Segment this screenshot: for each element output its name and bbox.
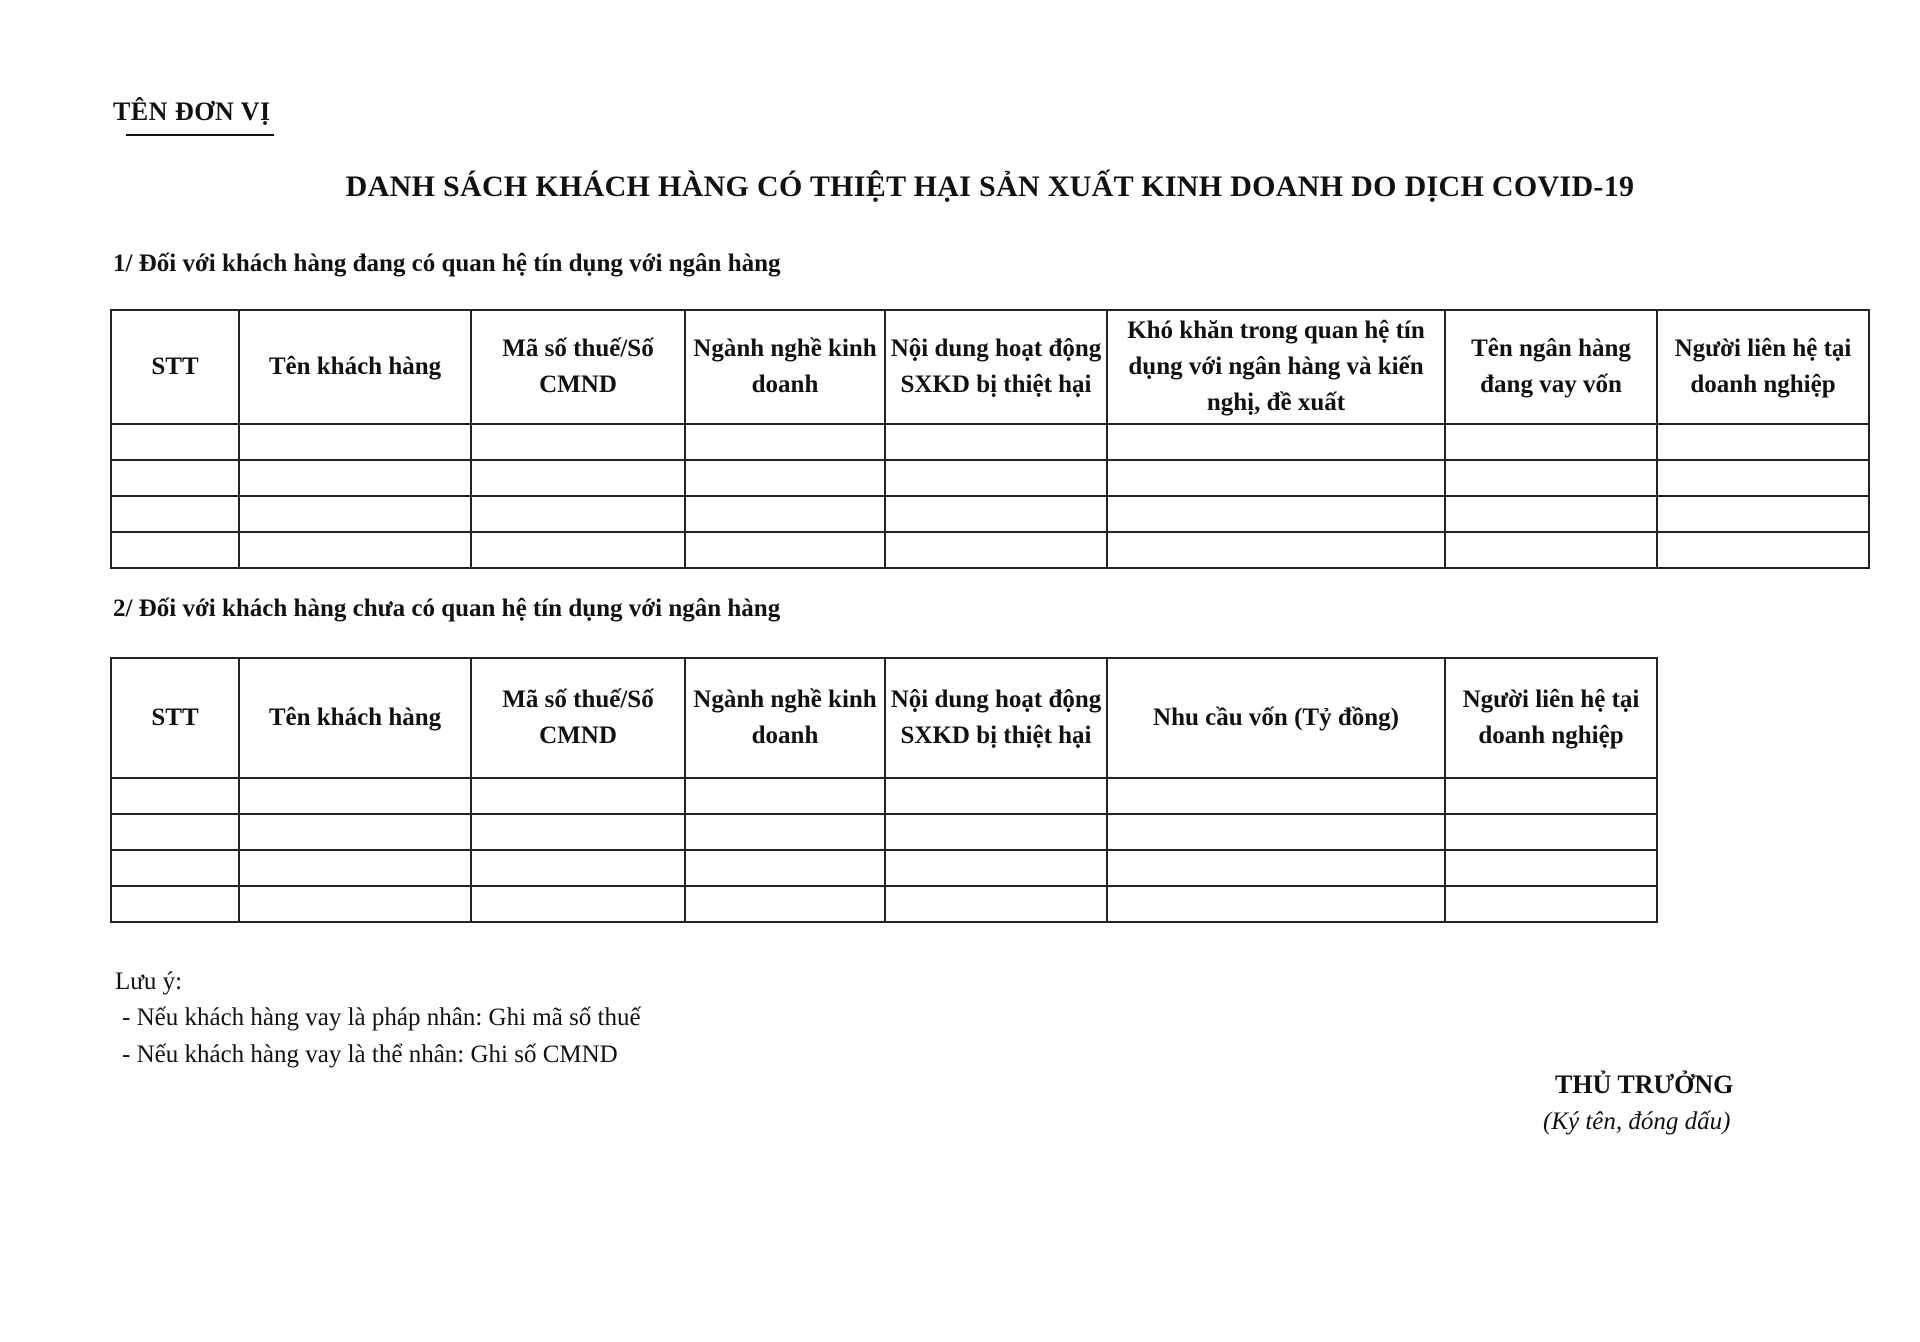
- section-1-table: [110, 309, 1870, 569]
- table-cell[interactable]: [685, 532, 885, 568]
- table-cell[interactable]: [239, 850, 471, 886]
- table-cell[interactable]: [1107, 814, 1445, 850]
- table-cell[interactable]: [1445, 496, 1657, 532]
- section-1-heading: 1/ Đối với khách hàng đang có quan hệ tín dụng với ngân hàng: [113, 250, 781, 277]
- col-difficulties: Khó khăn trong quan hệ tín dụng với ngân hàng và kiến nghị, đề xuất: [1107, 310, 1445, 424]
- table-cell[interactable]: [471, 460, 685, 496]
- table-row: [111, 850, 1657, 886]
- table-cell[interactable]: [239, 460, 471, 496]
- table-cell[interactable]: [239, 886, 471, 922]
- col-business-sector: Ngành nghề kinh doanh: [685, 310, 885, 424]
- table-cell[interactable]: [885, 850, 1107, 886]
- table-cell[interactable]: [471, 886, 685, 922]
- table-cell[interactable]: [685, 886, 885, 922]
- table-cell[interactable]: [471, 814, 685, 850]
- section-2-table: [110, 657, 1658, 923]
- table-cell[interactable]: [685, 850, 885, 886]
- table-cell[interactable]: [1445, 424, 1657, 460]
- note-item: - Nếu khách hàng vay là pháp nhân: Ghi mã số thuế: [122, 1004, 641, 1031]
- table-cell[interactable]: [1107, 496, 1445, 532]
- document-title: DANH SÁCH KHÁCH HÀNG CÓ THIỆT HẠI SẢN XUẤT KINH DOANH DO DỊCH COVID-19: [345, 170, 1635, 203]
- table-cell[interactable]: [685, 460, 885, 496]
- table-cell[interactable]: [471, 424, 685, 460]
- col-contact-person: Người liên hệ tại doanh nghiệp: [1445, 658, 1657, 778]
- table-cell[interactable]: [1107, 532, 1445, 568]
- table-cell[interactable]: [885, 460, 1107, 496]
- unit-name-label: TÊN ĐƠN VỊ: [113, 97, 271, 126]
- table-row: [111, 814, 1657, 850]
- table-row: [111, 496, 1869, 532]
- table-cell[interactable]: [1445, 886, 1657, 922]
- table-cell[interactable]: [111, 460, 239, 496]
- table-cell[interactable]: [885, 496, 1107, 532]
- table-cell[interactable]: [1107, 778, 1445, 814]
- table-cell[interactable]: [239, 424, 471, 460]
- table-cell[interactable]: [685, 778, 885, 814]
- notes-heading: Lưu ý:: [115, 968, 183, 995]
- table-cell[interactable]: [885, 886, 1107, 922]
- table-cell[interactable]: [1657, 460, 1869, 496]
- col-stt: STT: [111, 310, 239, 424]
- signature-subtitle: (Ký tên, đóng dấu): [1543, 1108, 1731, 1135]
- table-cell[interactable]: [1657, 532, 1869, 568]
- table-cell[interactable]: [471, 532, 685, 568]
- section-2-header-row: [111, 658, 1657, 778]
- table-cell[interactable]: [1445, 850, 1657, 886]
- table-cell[interactable]: [111, 886, 239, 922]
- col-customer-name: Tên khách hàng: [239, 310, 471, 424]
- table-cell[interactable]: [1445, 532, 1657, 568]
- table-cell[interactable]: [239, 814, 471, 850]
- col-business-sector: Ngành nghề kinh doanh: [685, 658, 885, 778]
- col-lending-bank: Tên ngân hàng đang vay vốn: [1445, 310, 1657, 424]
- table-cell[interactable]: [239, 496, 471, 532]
- table-cell[interactable]: [111, 424, 239, 460]
- section-2-heading: 2/ Đối với khách hàng chưa có quan hệ tín dụng với ngân hàng: [113, 595, 781, 622]
- table-cell[interactable]: [239, 532, 471, 568]
- table-cell[interactable]: [239, 778, 471, 814]
- col-tax-id: Mã số thuế/Số CMND: [471, 310, 685, 424]
- table-row: [111, 532, 1869, 568]
- col-capital-need: Nhu cầu vốn (Tỷ đồng): [1107, 658, 1445, 778]
- col-stt: STT: [111, 658, 239, 778]
- table-cell[interactable]: [111, 496, 239, 532]
- table-cell[interactable]: [111, 850, 239, 886]
- table-cell[interactable]: [685, 814, 885, 850]
- unit-underline: [126, 134, 274, 136]
- table-cell[interactable]: [111, 532, 239, 568]
- table-cell[interactable]: [885, 424, 1107, 460]
- table-cell[interactable]: [1445, 460, 1657, 496]
- table-cell[interactable]: [111, 778, 239, 814]
- col-damaged-activity: Nội dung hoạt động SXKD bị thiệt hại: [885, 310, 1107, 424]
- table-cell[interactable]: [885, 778, 1107, 814]
- table-cell[interactable]: [685, 424, 885, 460]
- table-cell[interactable]: [1657, 424, 1869, 460]
- table-cell[interactable]: [885, 814, 1107, 850]
- table-cell[interactable]: [471, 496, 685, 532]
- table-cell[interactable]: [471, 850, 685, 886]
- table-row: [111, 460, 1869, 496]
- note-item: - Nếu khách hàng vay là thể nhân: Ghi số CMND: [122, 1041, 618, 1068]
- table-cell[interactable]: [471, 778, 685, 814]
- table-cell[interactable]: [1657, 496, 1869, 532]
- table-row: [111, 424, 1869, 460]
- table-cell[interactable]: [1445, 814, 1657, 850]
- table-cell[interactable]: [111, 814, 239, 850]
- table-cell[interactable]: [1445, 778, 1657, 814]
- table-row: [111, 778, 1657, 814]
- table-cell[interactable]: [685, 496, 885, 532]
- table-cell[interactable]: [1107, 460, 1445, 496]
- col-customer-name: Tên khách hàng: [239, 658, 471, 778]
- col-contact-person: Người liên hệ tại doanh nghiệp: [1657, 310, 1869, 424]
- table-cell[interactable]: [1107, 424, 1445, 460]
- col-tax-id: Mã số thuế/Số CMND: [471, 658, 685, 778]
- signature-title: THỦ TRƯỞNG: [1555, 1070, 1734, 1099]
- col-damaged-activity: Nội dung hoạt động SXKD bị thiệt hại: [885, 658, 1107, 778]
- section-1-header-row: [111, 310, 1869, 424]
- table-cell[interactable]: [1107, 850, 1445, 886]
- table-cell[interactable]: [885, 532, 1107, 568]
- table-cell[interactable]: [1107, 886, 1445, 922]
- table-row: [111, 886, 1657, 922]
